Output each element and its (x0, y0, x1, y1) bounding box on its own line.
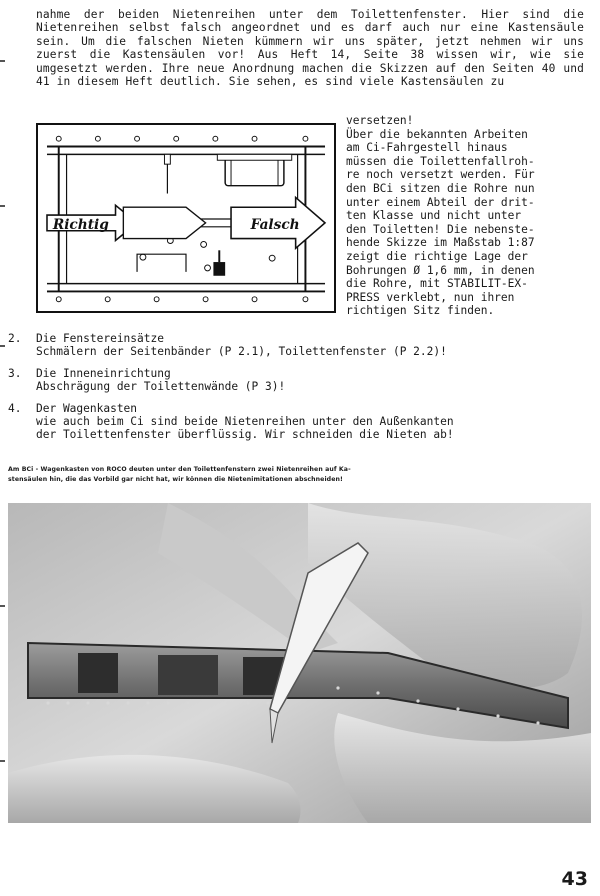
caption-line: Am BCi - Wagenkasten von ROCO deuten unter den Toilettenfenstern zwei Nietenreihen auf Ka- (8, 466, 351, 473)
intro-paragraph (36, 8, 584, 88)
text-line: den BCi sitzen die Rohre nun (346, 181, 535, 195)
text-line: Aus Heft 14, Seite 38 wissen wir, wie sie umgesetzt werden. Ihre (36, 48, 584, 75)
list-item (8, 367, 588, 394)
margin-mark (0, 760, 5, 762)
label-right: Richtig (52, 216, 109, 233)
caption-line: stensäulen hin, die das Vorbild gar nicht hat, wir können die Nietenimitationen abschneiden! (8, 475, 343, 483)
text-line: diesem Heft deutlich. Sie sehen, es sind viele Kastensäulen zu (77, 75, 505, 89)
photo-caption (8, 465, 592, 484)
text-line: ten Klasse und nicht unter (346, 209, 522, 223)
text-line: am Ci-Fahrgestell hinaus (346, 141, 508, 155)
list-text: Schmälern der Seitenbänder (P 2.1), Toilettenfenster (P 2.2)! (36, 345, 447, 359)
photo-cutting-rivets (8, 503, 591, 823)
list-item (8, 332, 588, 359)
list-number: 3. (8, 366, 22, 380)
margin-mark (0, 345, 5, 347)
list-number: 4. (8, 401, 22, 415)
margin-mark (0, 605, 5, 607)
list-title: Der Wagenkasten (36, 401, 138, 415)
margin-mark (0, 60, 5, 62)
list-text: der Toilettenfenster überflüssig. Wir schneiden die Nieten ab! (36, 428, 454, 442)
label-wrong: Falsch (250, 216, 300, 233)
pipe-position-sketch (36, 123, 336, 313)
text-line: nur eine Kastensäule sein. Um die falschen Nieten kümmern wir (36, 21, 584, 48)
list-number: 2. (8, 332, 22, 345)
text-line: PRESS verklebt, nun ihren (346, 290, 515, 304)
list-title: Die Inneneinrichtung (36, 366, 171, 380)
list-item (8, 402, 588, 442)
text-line: neue Anordnung machen die Skizzen auf den Seiten 40 und 41 in (36, 61, 584, 89)
margin-hole-marks (0, 0, 10, 896)
text-line: uns später, jetzt nehmen wir uns zuerst die Kastensäulen vor! (36, 34, 584, 62)
text-line: re noch versetzt werden. Für (346, 168, 535, 182)
text-line: Bohrungen Ø 1,6 mm, in denen (346, 263, 535, 277)
text-line: unter einem Abteil der drit- (346, 195, 535, 209)
text-line: richtigen Sitz finden. (346, 304, 495, 318)
list-text: wie auch beim Ci sind beide Nietenreihen unter den Außenkanten (36, 415, 454, 429)
page-number: 43 (561, 868, 588, 890)
side-paragraph (346, 114, 584, 318)
text-line: den Toiletten! Die nebenste- (346, 222, 535, 236)
text-line: nahme der beiden Nietenreihen unter dem Toilettenfenster. Hier (36, 8, 509, 21)
text-line: zeigt die richtige Lage der (346, 249, 528, 263)
text-line: Über die bekannten Arbeiten (346, 127, 528, 141)
text-line: hende Skizze im Maßstab 1:87 (346, 236, 535, 250)
list-title: Die Fenstereinsätze (36, 332, 164, 345)
text-line: die Rohre, mit STABILIT-EX- (346, 277, 528, 291)
list-text: Abschrägung der Toilettenwände (P 3)! (36, 380, 286, 394)
margin-mark (0, 205, 5, 207)
sketch-drawing (38, 125, 334, 311)
text-line: versetzen! (346, 114, 414, 127)
text-line: müssen die Toilettenfallroh- (346, 154, 535, 168)
photo-image (8, 503, 591, 823)
numbered-list (8, 332, 588, 450)
text-line: sind die Nietenreihen selbst falsch angeordnet und es darf auch (36, 8, 584, 35)
